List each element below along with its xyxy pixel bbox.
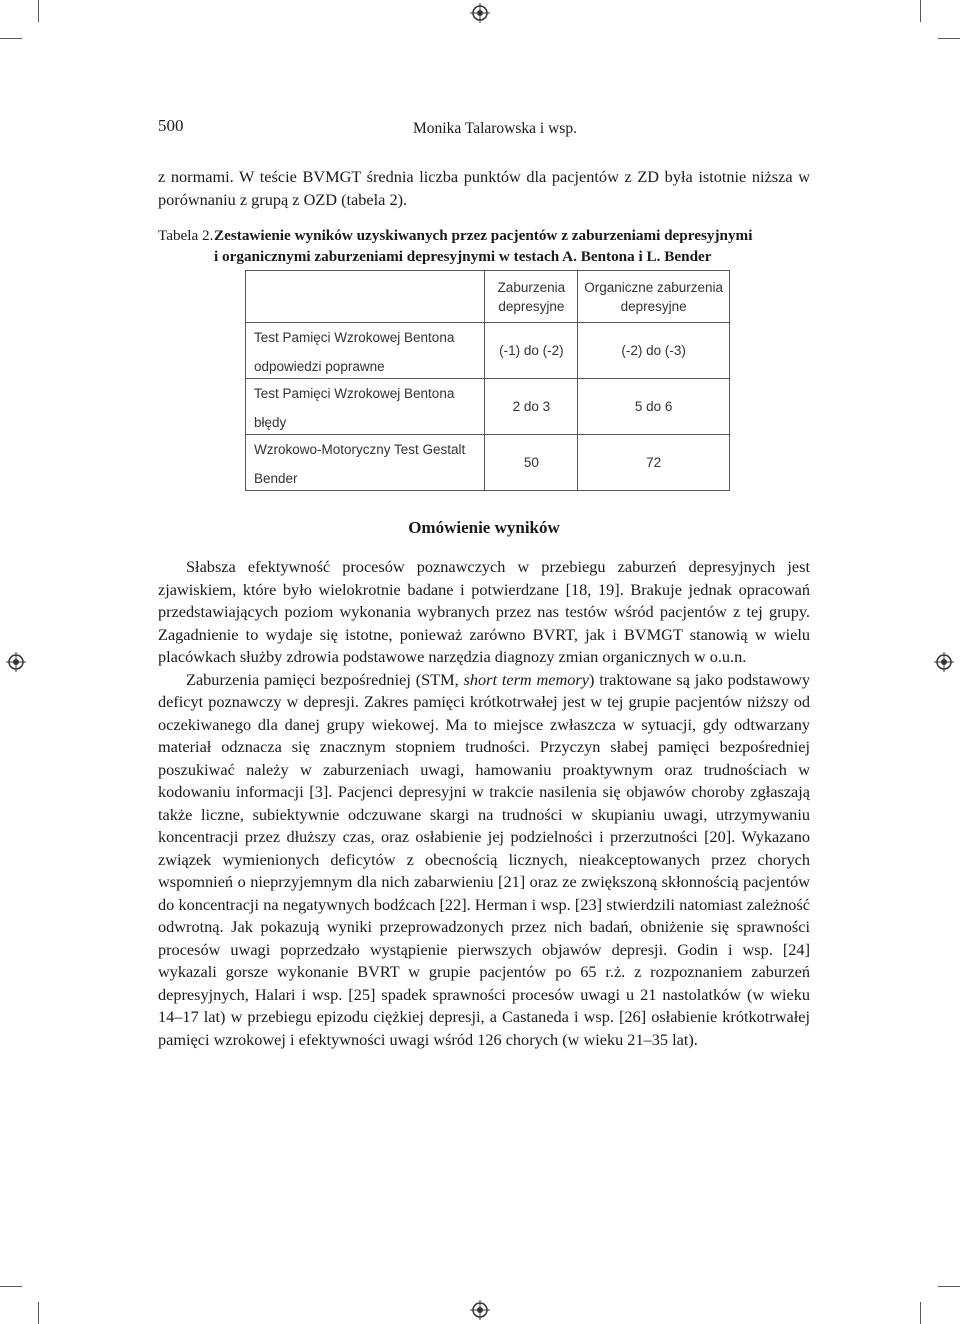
table-row [246, 323, 730, 379]
table-title-line2: i organicznymi zaburzeniami depresyjnymi w testach A. Bentona i L. Bender [214, 248, 712, 265]
crop-mark [38, 1302, 39, 1324]
ozd-value: 5 do 6 [578, 379, 730, 435]
crop-mark [920, 1302, 921, 1324]
running-author: Monika Talarowska i wsp. [413, 120, 577, 137]
ozd-value: (-2) do (-3) [578, 323, 730, 379]
paragraph [158, 669, 810, 1052]
running-head [158, 116, 810, 142]
zd-value: (-1) do (-2) [485, 323, 578, 379]
intro-paragraph [158, 166, 810, 211]
paragraph-text: ) traktowane są jako podstawowy deficyt poznawczy w depresji. Zakres pamięci krótkotrwałej jest w tej grupie pacjentów niższy od oczekiwanego dla danej grupy wiekowej. Ma to miejsce zwłaszcza w sytuacji, gdy odtwarzany materiał odznacza się znacznym stopniem trudności. Przyczyn słabej pamięci bezpośredniej poszukiwać należy w zaburzeniach uwagi, hamowaniu proaktywnym oraz trudnościach w kodowaniu informacji [3]. Pacjenci depresyjni w trakcie nasilenia się objawów choroby zgłaszają także liczne, subiektywnie odczuwane skargi na trudności w skupianiu uwagi, utrzymywaniu koncentracji przez dłuższy czas, oraz osłabienie jej podzielności i przerzutności [20]. Wykazano związek wymienionych deficytów z obecnością licznych, nieakceptowanych przez chorych wspomnień o nieprzyjemnym dla nich zabarwieniu [21] oraz ze zwiększoną skłonnością pacjentów do koncentracji na negatywnych bodźcach [22]. Herman i wsp. [23] stwierdzili natomiast zależność odwrotną. Jak pokazują wyniki przeprowadzonych przez nich badań, obniżenie się sprawności procesów uwagi poprzedzało wystąpienie pierwszych objawów depresji. Godin i wsp. [24] wykazali gorsze wykonanie BVRT w grupie pacjentów po 65 r.ż. z rozpoznaniem zaburzeń depresyjnych, Halari i wsp. [25] spadek sprawności procesów uwagi u 21 nastolatków (w wieku 14–17 lat) w przebiegu epizodu ciężkiej depresji, a Castaneda i wsp. [26] osłabienie krótkotrwałej pamięci wzrokowej i efektywności uwagi wśród 126 chorych (w wieku 21–35 lat). [158, 669, 810, 1049]
paragraph-italic-term: short term memory [463, 669, 589, 689]
table-label: Tabela 2. [158, 227, 214, 244]
paragraph: Słabsza efektywność procesów poznawczych w przebiegu zaburzeń depresyjnych jest zjawiskiem, które było wielokrotnie badane i potwierdzane [18, 19]. Brakuje jednak opracowań przedstawiających poziom wykonania wybranych przez nas testów wśród pacjentów z tej grupy. Zagadnienie to wydaje się istotne, ponieważ zarówno BVRT, jak i BVMGT stanowią w wielu placówkach służby zdrowia podstawowe narzędzia diagnozy zmian organicznych w o.u.n. [158, 557, 810, 666]
zd-value: 50 [485, 435, 578, 491]
crop-mark [938, 38, 960, 39]
table-caption [158, 225, 810, 267]
registration-mark-icon [934, 652, 954, 672]
registration-mark-icon [470, 3, 490, 23]
table-title-line1: Zestawienie wyników uzyskiwanych przez pacjentów z zaburzeniami depresyjnymi [214, 227, 753, 244]
crop-mark [0, 38, 22, 39]
table-header-empty [246, 271, 485, 323]
crop-mark [920, 0, 921, 22]
test-name: Test Pamięci Wzrokowej Bentona [254, 386, 455, 401]
table-header-zd: Zaburzenia depresyjne [485, 271, 578, 323]
registration-mark-icon [6, 652, 26, 672]
crop-mark [938, 1286, 960, 1287]
table-row [246, 435, 730, 491]
test-measure: odpowiedzi poprawne [254, 359, 385, 374]
discussion-section [158, 556, 810, 1051]
ozd-value: 72 [578, 435, 730, 491]
paragraph: z normami. W teście BVMGT średnia liczba punktów dla pacjentów z ZD była istotnie niższa w porównaniu z grupą z OZD (tabela 2). [158, 167, 810, 209]
paragraph-text: Zaburzenia pamięci bezpośredniej (STM, [186, 669, 464, 689]
table-header-ozd: Organiczne zaburzenia depresyjne [578, 271, 730, 323]
test-name: Wzrokowo-Motoryczny Test Gestalt [254, 442, 466, 457]
crop-mark [0, 1286, 22, 1287]
test-name-cell [246, 323, 485, 379]
registration-mark-icon [470, 1300, 490, 1320]
test-measure: błędy [254, 415, 287, 430]
zd-value: 2 do 3 [485, 379, 578, 435]
table-row [246, 379, 730, 435]
crop-mark [38, 0, 39, 22]
section-heading: Omówienie wyników [408, 518, 560, 537]
test-measure: Bender [254, 471, 298, 486]
test-name-cell [246, 435, 485, 491]
results-table [245, 270, 730, 491]
test-name-cell [246, 379, 485, 435]
page-number: 500 [158, 116, 184, 135]
test-name: Test Pamięci Wzrokowej Bentona [254, 330, 455, 345]
table-header-row [246, 271, 730, 323]
